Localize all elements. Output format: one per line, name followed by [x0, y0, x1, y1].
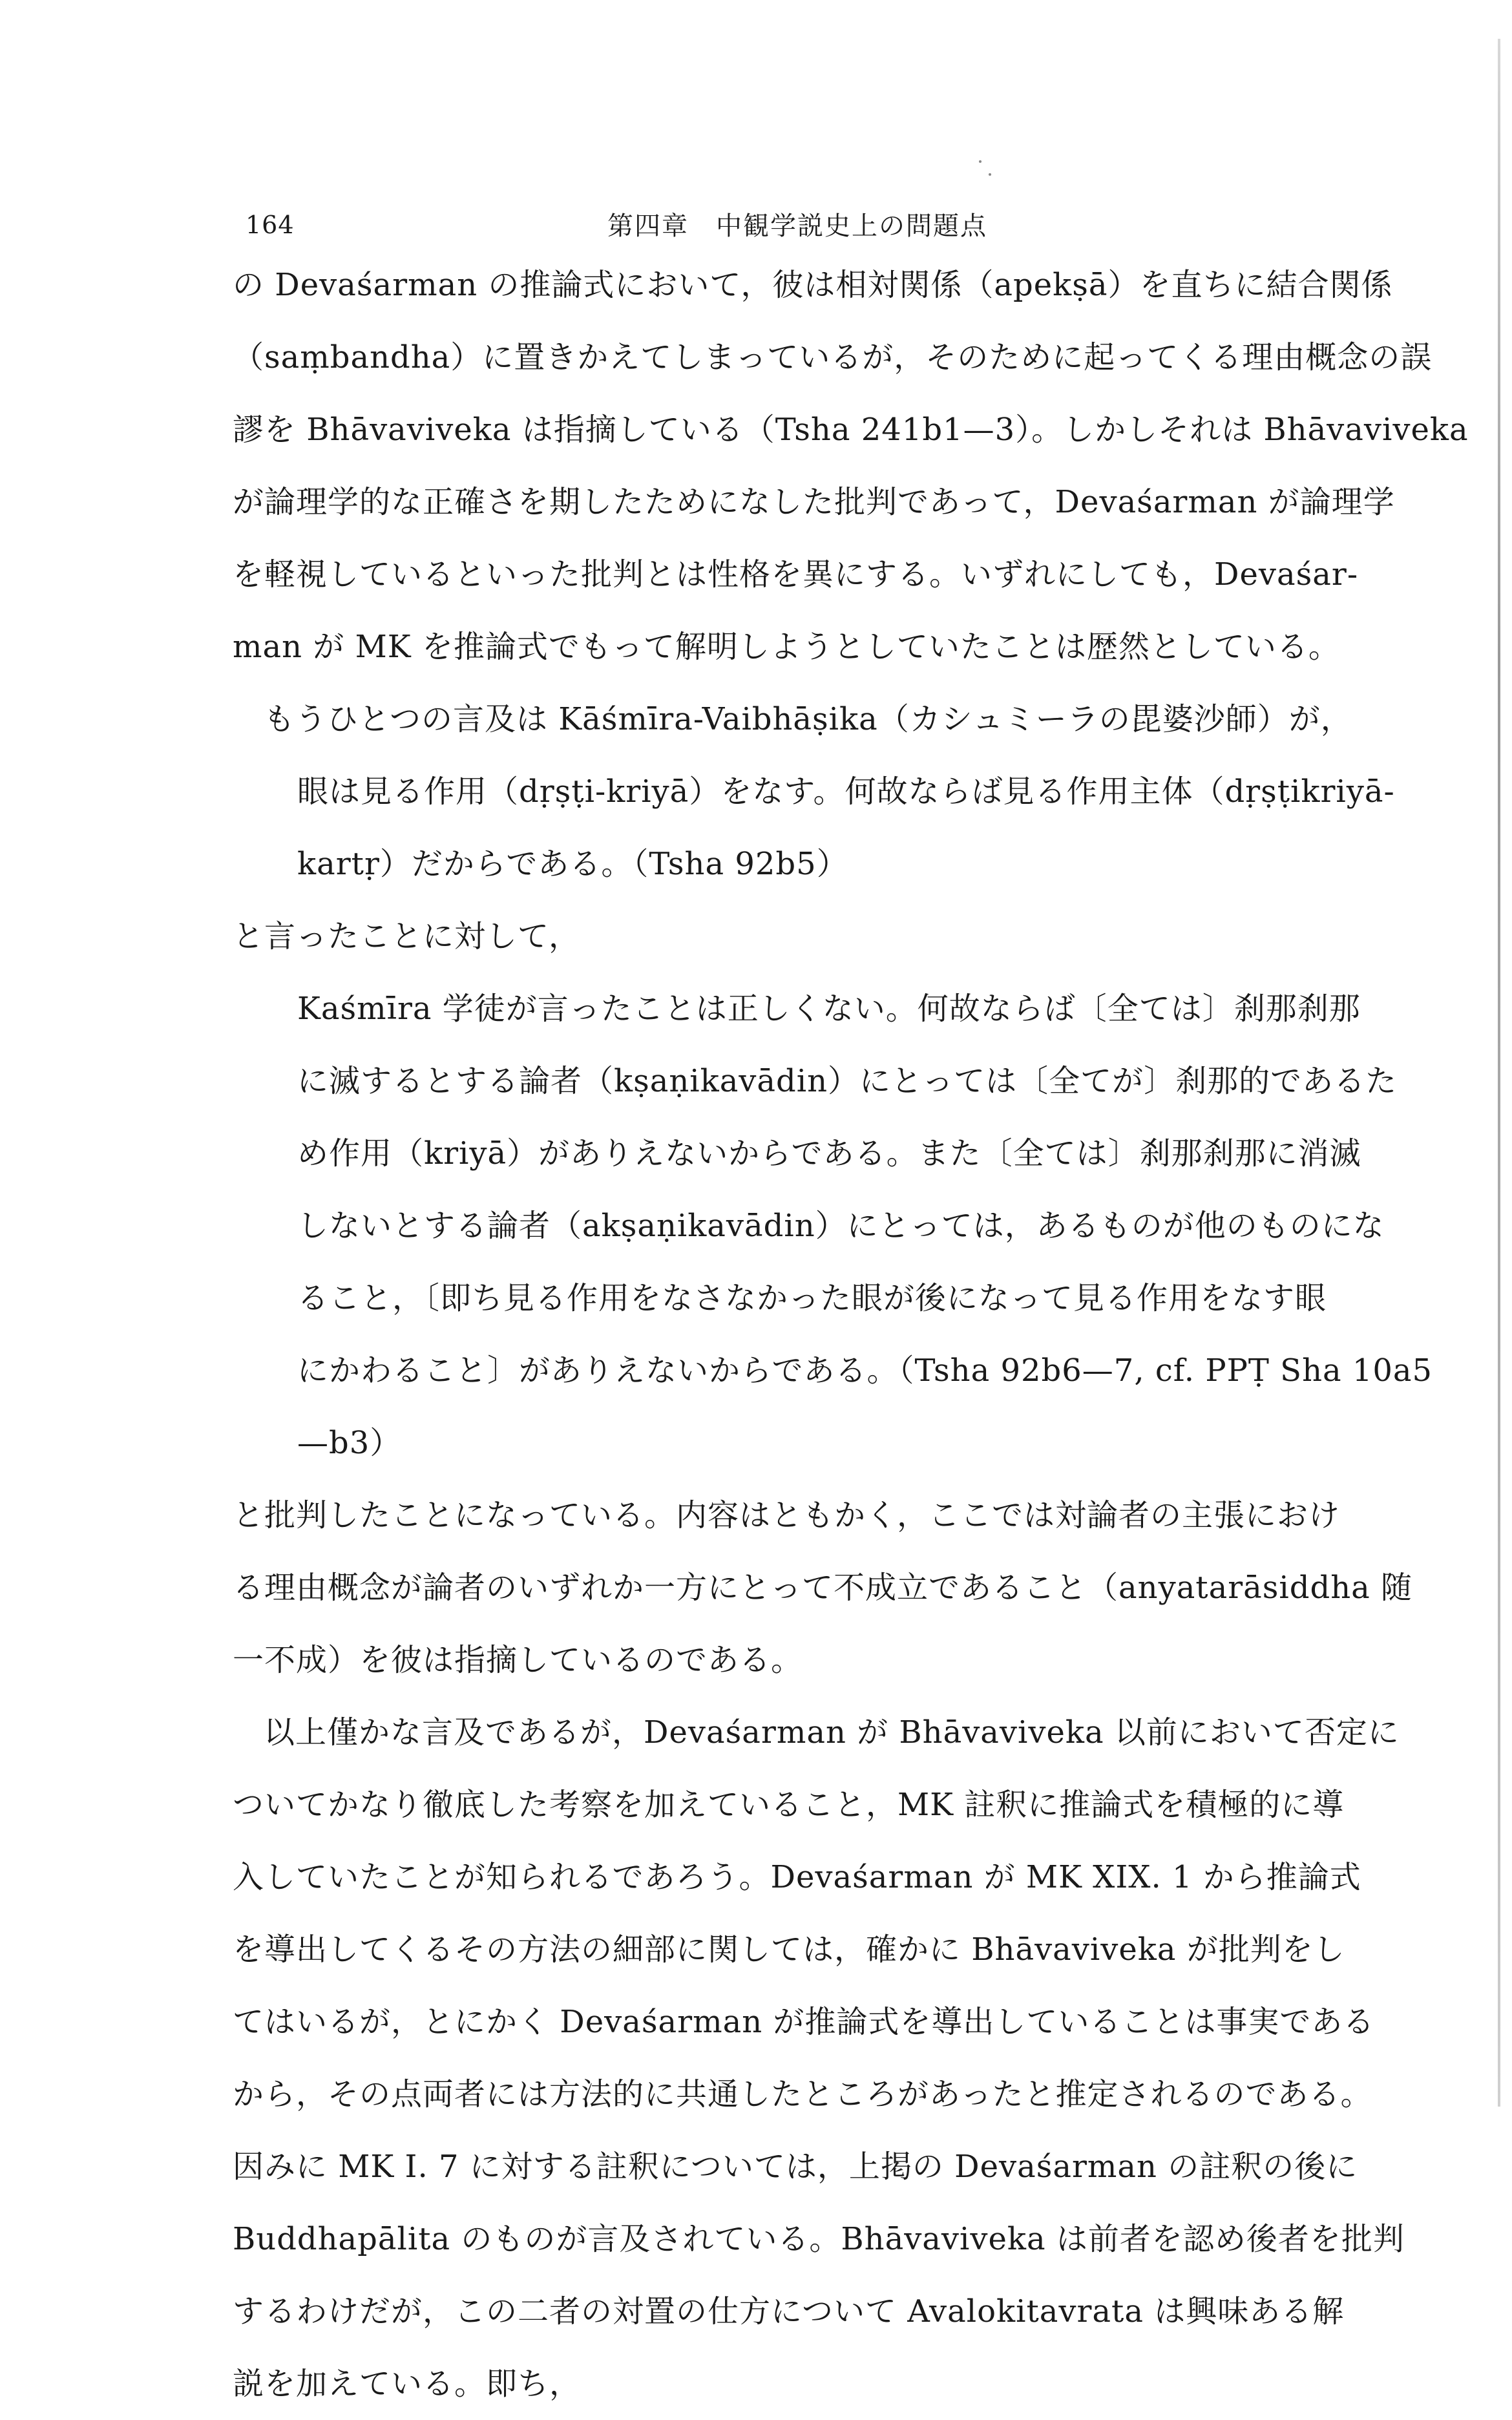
- running-title: 第四章 中観学説史上の問題点: [607, 211, 987, 241]
- text-line-24: を導出してくるその方法の細部に関しては，確かに Bhāvaviveka が批判をし: [233, 1931, 1345, 1968]
- text-line-29: するわけだが，この二者の対置の仕方について Avalokitavrata は興味ある解: [233, 2293, 1345, 2330]
- page-number: 164: [246, 211, 295, 239]
- text-line-26: から，その点両者には方法的に共通したところがあったと推定されるのである。: [233, 2076, 1372, 2112]
- text-line-27: 因みに MK I. 7 に対する註釈については，上掲の Devaśarman の註釈の後に: [233, 2149, 1358, 2185]
- text-line-3: 謬を Bhāvaviveka は指摘している（Tsha 241b1—3）。しかしそれは Bhāvaviveka: [233, 412, 1469, 448]
- text-line-4: が論理学的な正確さを期したためになした批判であって，Devaśarman が論理学: [233, 484, 1395, 520]
- text-line-10: と言ったことに対して，: [233, 918, 581, 954]
- quote-line-5: め作用（kriyā）がありえないからである。また〔全ては〕刹那刹那に消滅: [297, 1135, 1361, 1172]
- scan-speck: [989, 173, 991, 176]
- text-line-21: 以上僅かな言及であるが，Devaśarman が Bhāvaviveka 以前において否定に: [264, 1714, 1400, 1751]
- scan-speck: [979, 160, 982, 163]
- text-line-5: を軽視しているといった批判とは性格を異にする。いずれにしても，Devaśar-: [233, 556, 1359, 593]
- body-text: [233, 249, 1469, 2420]
- text-line-23: 入していたことが知られるであろう。Devaśarman が MK XIX. 1 から推論式: [233, 1859, 1361, 1895]
- quote-line-3: Kaśmīra 学徒が言ったことは正しくない。何故ならば〔全ては〕刹那刹那: [297, 991, 1361, 1027]
- quote-line-8: にかわること〕がありえないからである。（Tsha 92b6—7, cf. PPṬ Sha 10a5: [297, 1352, 1433, 1389]
- text-line-6: man が MK を推論式でもって解明しようとしていたことは歴然としている。: [233, 629, 1340, 665]
- quote-line-4: に滅するとする論者（kṣaṇikavādin）にとっては〔全てが〕刹那的であるた: [297, 1063, 1398, 1099]
- text-line-1: の Devaśarman の推論式において，彼は相対関係（apekṣā）を直ちに結合関係: [233, 267, 1393, 303]
- text-line-25: てはいるが，とにかく Devaśarman が推論式を導出していることは事実である: [233, 2004, 1375, 2040]
- quote-line-2: kartṛ）だからである。（Tsha 92b5）: [297, 846, 848, 882]
- quote-line-9: —b3）: [297, 1425, 402, 1461]
- quote-line-7: ること，〔即ち見る作用をなさなかった眼が後になって見る作用をなす眼: [297, 1280, 1327, 1316]
- text-line-30: 説を加えている。即ち，: [233, 2366, 582, 2402]
- text-line-18: と批判したことになっている。内容はともかく，ここでは対論者の主張におけ: [233, 1497, 1341, 1533]
- text-line-2: （saṃbandha）に置きかえてしまっているが，そのために起ってくる理由概念の誤: [233, 339, 1433, 375]
- text-line-22: ついてかなり徹底した考察を加えていること，MK 註釈に推論式を積極的に導: [233, 1787, 1345, 1823]
- quote-line-6: しないとする論者（akṣaṇikavādin）にとっては，あるものが他のものにな: [297, 1208, 1385, 1244]
- page-edge-shadow: [1498, 39, 1500, 2107]
- quote-line-1: 眼は見る作用（dṛṣṭi-kriyā）をなす。何故ならば見る作用主体（dṛṣṭikriyā-: [297, 773, 1395, 810]
- text-line-7: もうひとつの言及は Kāśmīra-Vaibhāṣika（カシュミーラの毘婆沙師）が，: [264, 701, 1352, 737]
- text-line-28: Buddhapālita のものが言及されている。Bhāvaviveka は前者を認め後者を批判: [233, 2221, 1405, 2257]
- page-header: [246, 205, 1344, 244]
- text-line-19: る理由概念が論者のいずれか一方にとって不成立であること（anyatarāsiddha 随: [233, 1570, 1413, 1606]
- text-line-20: 一不成）を彼は指摘しているのである。: [233, 1642, 803, 1678]
